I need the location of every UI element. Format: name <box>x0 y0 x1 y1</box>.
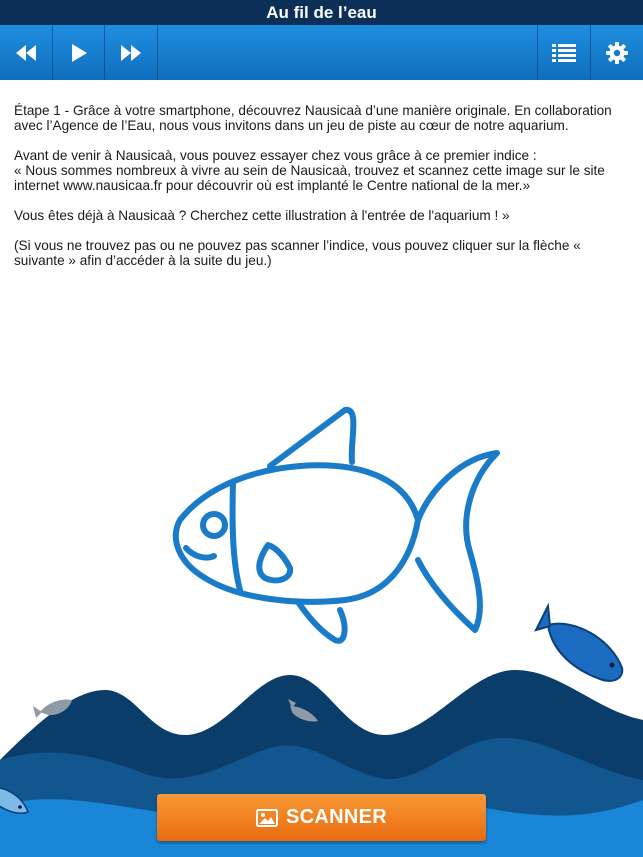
previous-button[interactable] <box>0 25 52 80</box>
settings-button[interactable] <box>591 25 643 80</box>
scan-button-label: SCANNER <box>286 806 387 828</box>
paragraph-help: (Si vous ne trouvez pas ou ne pouvez pas scanner l’indice, vous pouvez cliquer sur la flèche « suivante » afin d’accéder à la suite du jeu.) <box>14 238 581 268</box>
toolbar-divider <box>157 25 158 80</box>
scan-button[interactable] <box>157 794 486 841</box>
fish-drawing <box>176 410 497 641</box>
illustration <box>0 380 643 857</box>
menu-list-button[interactable] <box>538 25 590 80</box>
play-icon <box>69 43 89 63</box>
paragraph-aquarium: Vous êtes déjà à Nausicaà ? Cherchez cette illustration à l'entrée de l'aquarium ! » <box>14 208 510 223</box>
app-title: Au fil de l’eau <box>0 0 643 25</box>
toolbar <box>0 25 643 80</box>
instructions-text <box>14 103 632 283</box>
fast-forward-icon <box>119 44 143 62</box>
paragraph-intro: Étape 1 - Grâce à votre smartphone, découvrez Nausicaà d’une manière originale. En collaboration avec l’Agence de l’Eau, nous vous invitons dans un jeu de piste au cœur de notre aquarium. <box>14 103 612 133</box>
image-icon <box>256 809 278 827</box>
gear-icon <box>606 42 628 64</box>
rewind-icon <box>14 44 38 62</box>
list-icon <box>552 43 576 63</box>
swimming-fish-icon <box>536 606 622 681</box>
play-button[interactable] <box>53 25 105 80</box>
next-button[interactable] <box>105 25 157 80</box>
paragraph-clue: Avant de venir à Nausicaà, vous pouvez essayer chez vous grâce à ce premier indice : « Nous sommes nombreux à vivre au sein de Nausicaà, trouvez et scannez cette image sur le site internet www.nausicaa.fr pour découvrir où est implanté le Centre national de la mer.» <box>14 148 605 193</box>
